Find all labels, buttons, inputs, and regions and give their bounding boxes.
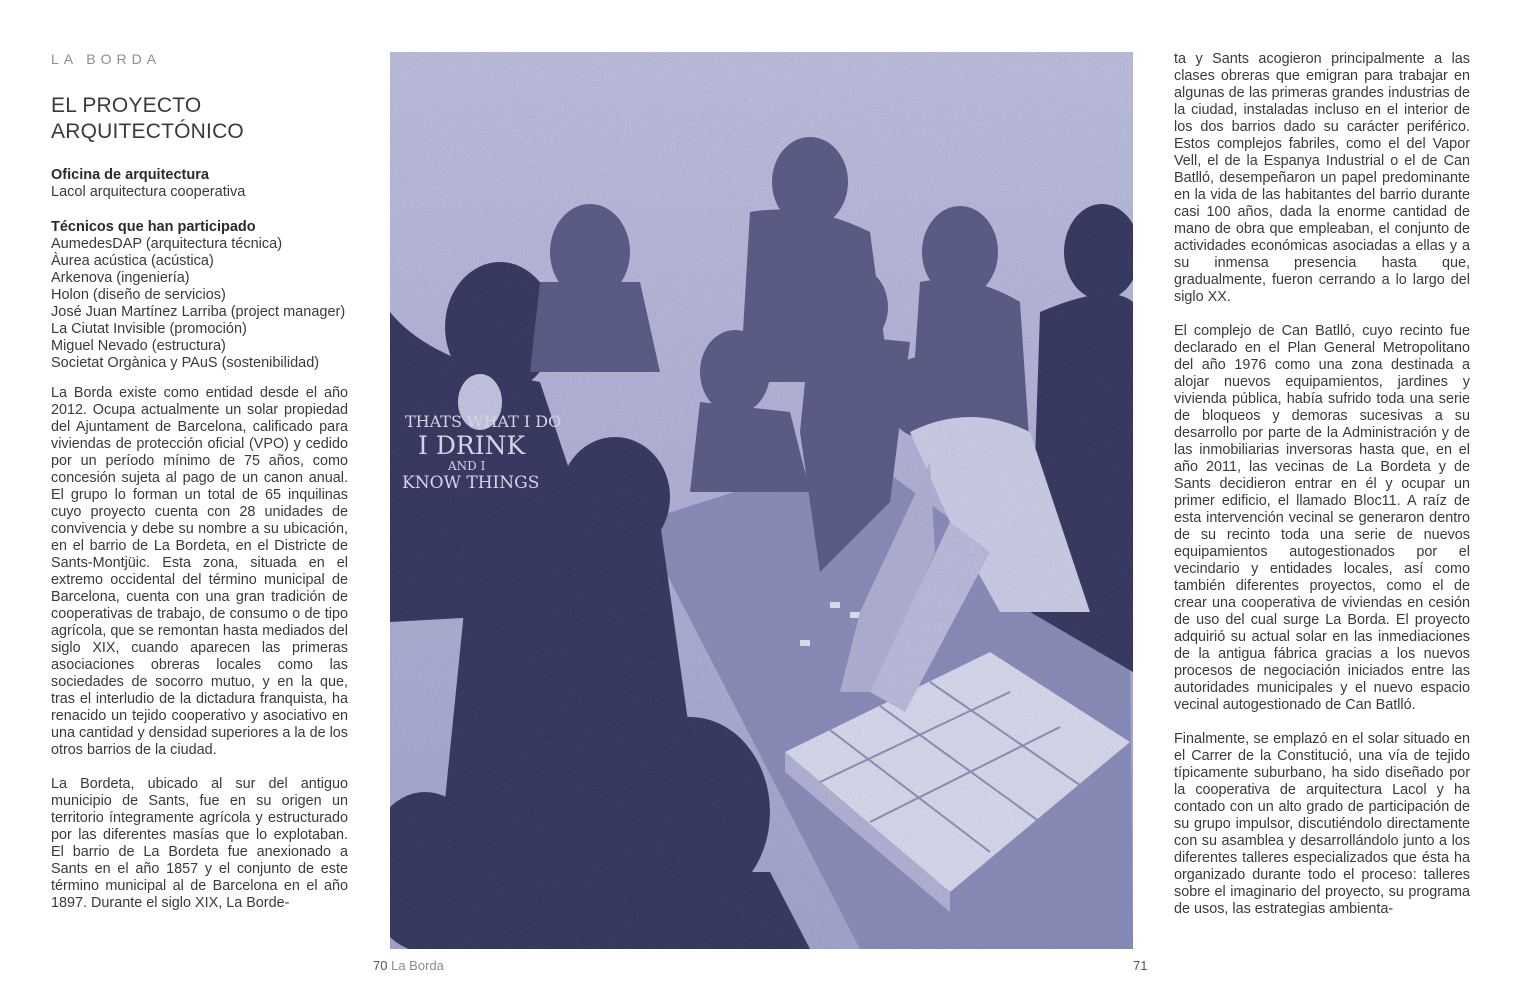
body-paragraph: La Borda existe como entidad desde el año 2012. Ocupa actualmente un solar propiedad del Ajuntament de Barcelona, calificado para viviendas de protección oficial (VPO) y cedido por un período mínimo de 75 años, como concesión sujeta al pago de un canon anual. El grupo lo forman un total de 65 inquilinas cuyo proyecto cuenta con 28 unidades de convivencia y debe su nombre a su ubicación, en el barrio de La Bordeta, en el Districte de Sants-Montjüic. Esta zona, situada en el extremo occidental del término municipal de Barcelona, cuenta con una gran tradición de cooperativas de trabajo, de consumo o de tipo agrícola, que se remontan hasta mediados del siglo XIX, cuando aparecen las primeras asociaciones obreras locales como las sociedades de socorro mutuo, y en la que, tras el interludio de la dictadura franquista, ha renacido un tejido cooperativo y asociativo en una cantidad y densidad superiores a la de los otros barrios de la ciudad. [51, 385, 348, 758]
body-paragraph: ta y Sants acogieron principalmente a las clases obreras que emigran para trabajar en algunas de las primeras grandes industrias de la ciudad, instaladas incluso en el interior de los dos barrios dado su carácter periférico. Estos complejos fabriles, como el del Vapor Vell, el de la Espanya Industrial o el de Can Batlló, desempeñaron un papel predominante en la vida de las habitantes del barrio durante casi 100 años, dada la enorme cantidad de mano de obra que empleaban, el conjunto de actividades económicas asociadas a ellas y a su inmensa presencia hasta que, gradualmente, fueron cerrando a lo largo del siglo XX. [1174, 51, 1470, 305]
page-number-left: 70 [373, 958, 388, 973]
folio-left [373, 958, 444, 974]
technicians-credit [51, 219, 348, 372]
technician-item: Holon (diseño de servicios) [51, 287, 226, 303]
body-paragraph: La Bordeta, ubicado al sur del antiguo municipio de Sants, fue en su origen un territorio íntegramente agrícola y estructurado por las diferentes masías que lo explotaban. El barrio de La Bordeta fue anexionado a Sants en el año 1857 y el conjunto de este término municipal al de Barcelona en el año 1897. Durante el siglo XIX, La Borde- [51, 776, 348, 911]
technician-item: La Ciutat Invisible (promoción) [51, 321, 247, 337]
left-column [51, 50, 348, 912]
chapter-title [51, 93, 348, 145]
workshop-photo-illustration [390, 52, 1133, 949]
office-name: Lacol arquitectura cooperativa [51, 184, 246, 200]
section-kicker: LA BORDA [51, 51, 162, 67]
running-title: La Borda [391, 958, 444, 973]
technician-item: Miguel Nevado (estructura) [51, 338, 226, 354]
right-column [1174, 51, 1470, 918]
technician-item: AumedesDAP (arquitectura técnica) [51, 236, 283, 252]
body-paragraph: El complejo de Can Batlló, cuyo recinto fue declarado en el Plan General Metropolitano del año 1976 como una zona destinada a alojar nuevos equipamientos, jardines y vivienda pública, había sufrido toda una serie de bloqueos y demoras sucesivas a su desarrollo por parte de la Administración y de las inmobiliarias inversoras hasta que, en el año 2011, las vecinas de La Bordeta y de Sants decidieron entrar en él y ocupar un primer edificio, el llamado Bloc11. A raíz de esta intervención vecinal se generaron dentro de su recinto toda una serie de nuevos equipamientos autogestionados por el vecindario y entidades locales, así como también diferentes proyectos, como el de crear una cooperativa de viviendas en cesión de uso del cual surge La Borda. El proyecto adquirió su actual solar en las inmediaciones de la antigua fábrica gracias a los nuevos procesos de negociación iniciados entre las autoridades municipales y el nuevo espacio vecinal autogestionado de Can Batlló. [1174, 323, 1470, 713]
body-paragraph: Finalmente, se emplazó en el solar situado en el Carrer de la Constitució, una vía de tejido típicamente suburbano, ha sido diseñado por la cooperativa de arquitectura Lacol y ha contado con un alto grado de participación de su grupo impulsor, discutiéndolo directamente con su asamblea y desarrollándolo junto a los diferentes talleres especializados que ésta ha organizado durante todo el proceso: talleres sobre el imaginario del proyecto, su programa de usos, las estrategias ambienta- [1174, 731, 1470, 917]
page-number-right: 71 [1133, 958, 1148, 973]
technicians-heading: Técnicos que han participado [51, 219, 256, 235]
technician-item: José Juan Martínez Larriba (project manager) [51, 304, 346, 320]
technician-item: Societat Orgànica y PAuS (sostenibilidad) [51, 355, 320, 371]
chapter-title-line-1: EL PROYECTO [51, 94, 202, 117]
office-credit [51, 167, 348, 201]
chapter-title-line-2: ARQUITECTÓNICO [51, 120, 244, 143]
office-heading: Oficina de arquitectura [51, 167, 209, 183]
technician-item: Arkenova (ingeniería) [51, 270, 190, 286]
technician-item: Àurea acústica (acústica) [51, 253, 214, 269]
workshop-photo [390, 52, 1133, 949]
